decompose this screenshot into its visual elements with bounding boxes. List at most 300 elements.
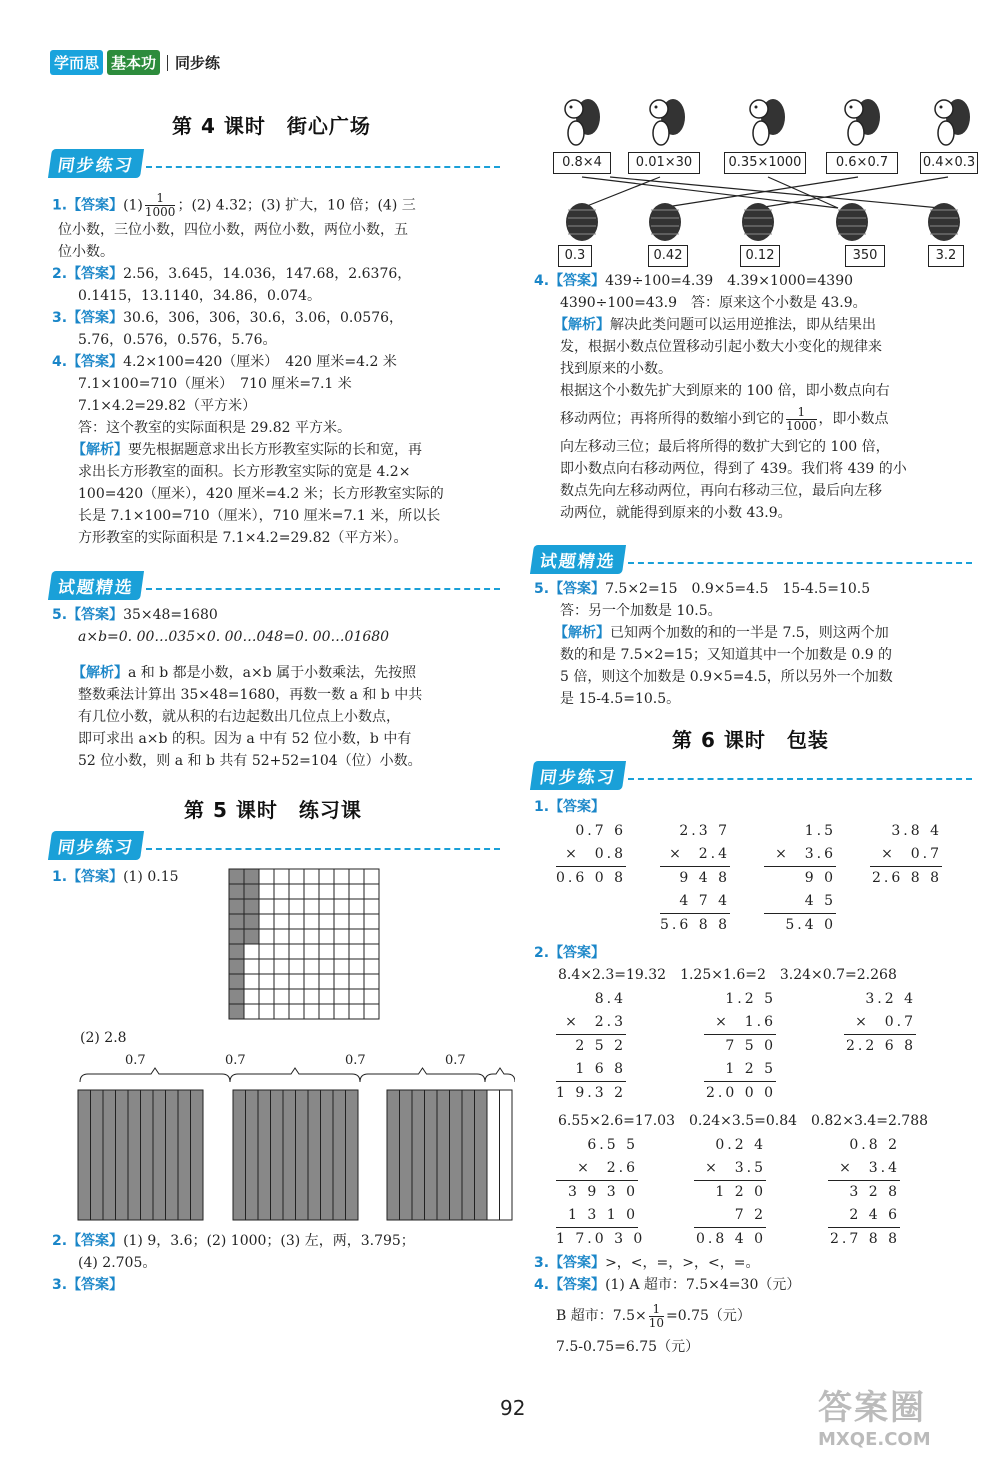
answer-text: B 超市：7.5× [556, 1308, 647, 1324]
answer-line [52, 439, 502, 461]
fraction [145, 192, 176, 219]
grid-cell [244, 944, 259, 959]
grid-cell [334, 989, 349, 1004]
grid-cell [349, 869, 364, 884]
grid-cell [334, 1004, 349, 1019]
calc-line: 0.8 4 0 [696, 1231, 766, 1247]
bar-strip [462, 1090, 475, 1220]
grid-cell [244, 929, 259, 944]
grid-cell [319, 869, 334, 884]
watermark-url: MXQE.COM [818, 1429, 931, 1450]
bar-strip [346, 1090, 359, 1220]
answer-line [52, 307, 502, 329]
answer-line [52, 866, 179, 888]
calc-line: × 2.4 [660, 843, 730, 867]
grid-cell [304, 989, 319, 1004]
banner-dash [146, 848, 500, 850]
answer-text: 35×48=1680 [123, 607, 218, 623]
question-number: 4. [534, 273, 550, 289]
brace-spacer [52, 648, 502, 662]
grid-cell [229, 959, 244, 974]
answer-text: 2.56，3.645，14.036，147.68，2.6376， [123, 266, 412, 282]
answer-line [534, 314, 984, 336]
grid-cell [289, 869, 304, 884]
calc-line: 1 2 5 [704, 1058, 776, 1082]
analysis-line: 找到原来的小数。 [560, 361, 672, 377]
analysis-line: 5 倍，则这个加数是 0.9×5=4.5，所以另外一个加数 [560, 669, 893, 685]
grid-cell [274, 974, 289, 989]
question-number: 3. [52, 310, 68, 326]
bar-strip [258, 1090, 271, 1220]
calc-line: × 3.5 [694, 1157, 766, 1181]
grid-cell [244, 989, 259, 1004]
calc-line: 2.2 6 8 [846, 1038, 916, 1054]
bar-strip [321, 1090, 334, 1220]
grid-cell [319, 974, 334, 989]
answer-text: (1) A 超市：7.5×4=30（元） [605, 1277, 801, 1293]
answer-text: >，<，=，>，<，=。 [605, 1255, 760, 1271]
match-box: 0.3 [558, 245, 592, 267]
answer-line [534, 1252, 984, 1274]
calc-line: 1 3 1 0 [556, 1204, 638, 1228]
vertical-calc [694, 1134, 766, 1251]
grid-cell [304, 884, 319, 899]
answer-line [534, 270, 984, 292]
grid-cell [319, 989, 334, 1004]
answer-text: (1) 9，3.6；(2) 1000；(3) 左，两，3.795； [123, 1233, 415, 1249]
grid-cell [349, 884, 364, 899]
grid-cell [349, 974, 364, 989]
match-box: 0.4×0.3 [920, 152, 978, 174]
grid-cell [289, 884, 304, 899]
answer-tag: 【答案】 [549, 581, 606, 597]
answer-line: 答：另一个加数是 10.5。 [560, 603, 722, 619]
vertical-calc [870, 820, 942, 890]
analysis-line: 求出长方形教室的面积。长方形教室实际的宽是 4.2× [78, 464, 411, 480]
grid-cell [229, 974, 244, 989]
calc-line: 6.5 5 [587, 1137, 638, 1153]
bar-strip [412, 1090, 425, 1220]
grid-cell [304, 869, 319, 884]
banner-label: 同步练习 [530, 761, 626, 790]
analysis-line: 动两位，就能得到原来的小数 43.9。 [560, 505, 792, 521]
answer-text: 4.2×100=420（厘米） 420 厘米=4.2 米 [123, 354, 397, 370]
grid-cell [274, 989, 289, 1004]
fraction-denominator: 10 [648, 1315, 665, 1330]
bar-strip [128, 1090, 141, 1220]
grid-cell [349, 959, 364, 974]
question-number: 1. [52, 197, 68, 214]
question-number: 5. [534, 581, 550, 597]
grid-cell [364, 869, 379, 884]
grid-cell [304, 914, 319, 929]
calc-line: 2.7 8 8 [830, 1231, 900, 1247]
calc-line: 1.2 5 [725, 991, 776, 1007]
squirrel-icon [650, 99, 685, 145]
grid-cell [244, 884, 259, 899]
grid-cell [229, 914, 244, 929]
grid-cell [274, 944, 289, 959]
pinecone-icon [566, 203, 598, 241]
match-box: 350 [845, 245, 885, 267]
calc-line: 3.8 4 [891, 823, 942, 839]
vertical-calc [556, 820, 626, 890]
grid-cell [259, 959, 274, 974]
answer-tag: 【答案】 [549, 1277, 606, 1293]
grid-cell [334, 869, 349, 884]
brace-label: 0.7 [225, 1053, 246, 1068]
analysis-text: ，即小数点 [818, 411, 889, 427]
lesson4-select-answers [52, 604, 502, 772]
grid-cell [334, 974, 349, 989]
calc-line: 5.4 0 [785, 917, 836, 933]
calc-line: 1 7.0 3 0 [556, 1231, 646, 1247]
bar-strip [178, 1090, 191, 1220]
calc-line: 0.8 2 [849, 1137, 900, 1153]
bar-strip [333, 1090, 346, 1220]
squirrel-icon [565, 99, 600, 145]
banner-sync-practice-3 [532, 762, 972, 788]
bar-strip [487, 1090, 500, 1220]
match-box: 0.42 [648, 245, 688, 267]
question-number: 4. [534, 1277, 550, 1293]
answer-line [52, 351, 502, 373]
answer-line [52, 1230, 502, 1252]
answer-tag: 【答案】 [549, 945, 606, 961]
banner-dash [628, 562, 972, 564]
match-box: 0.12 [740, 245, 780, 267]
fraction [649, 1303, 664, 1330]
grid-cell [304, 1004, 319, 1019]
match-box: 0.01×30 [628, 152, 700, 174]
brand-name-2: 基本功 [107, 50, 160, 75]
grid-cell [244, 959, 259, 974]
answer-text: =0.75（元） [666, 1308, 751, 1324]
calc-line: 1 9.3 2 [556, 1085, 626, 1101]
decimal-bars [75, 1050, 515, 1225]
watermark [818, 1380, 988, 1450]
bar-strip [246, 1090, 259, 1220]
analysis-line: 52 位小数，则 a 和 b 共有 52+52=104（位）小数。 [78, 753, 422, 769]
calc-line: 1 2 0 [715, 1184, 766, 1200]
grid-cell [319, 929, 334, 944]
bar-strip [153, 1090, 166, 1220]
lesson4-q4-right [534, 270, 984, 524]
answer-line: 位小数，三位小数，四位小数，两位小数，两位小数，五 [58, 222, 408, 238]
bar-strip [387, 1090, 400, 1220]
answer-line [52, 1274, 502, 1296]
grid-cell [259, 884, 274, 899]
bar-strip [283, 1090, 296, 1220]
grid-cell [259, 974, 274, 989]
answer-tag: 【答案】 [67, 1233, 124, 1249]
grid-cell [334, 959, 349, 974]
calc-line: 9 4 8 [679, 870, 730, 886]
grid-cell [334, 899, 349, 914]
bar-strip [166, 1090, 179, 1220]
grid-cell [229, 899, 244, 914]
answer-text: 30.6，306，306，30.6，3.06，0.0576， [123, 310, 404, 326]
answer-line [52, 662, 502, 684]
vertical-calc [844, 988, 916, 1058]
grid-cell [334, 929, 349, 944]
analysis-line: 有几位小数，就从积的右边起数出几位点上小数点， [78, 709, 400, 725]
analysis-tag: 【解析】 [72, 442, 128, 458]
match-box: 0.8×4 [553, 152, 611, 174]
answer-line [52, 263, 502, 285]
answer-tag: 【答案】 [67, 197, 124, 214]
answer-tag: 【答案】 [67, 1277, 124, 1293]
bar-strip [233, 1090, 246, 1220]
squirrel-row [540, 95, 980, 150]
match-box: 3.2 [928, 245, 964, 267]
bar-strip [191, 1090, 204, 1220]
calc-line: × 3.4 [828, 1157, 900, 1181]
banner-sync-practice-1 [50, 150, 500, 176]
banner-label: 试题精选 [530, 545, 626, 574]
brace-label: 0.7 [445, 1053, 466, 1068]
question-number: 5. [52, 607, 68, 623]
grid-cell [274, 929, 289, 944]
grid-cell [289, 929, 304, 944]
brace [230, 1068, 360, 1082]
vertical-calc [660, 820, 730, 937]
grid-cell [229, 884, 244, 899]
grid-cell [304, 929, 319, 944]
calc-line: 1.5 [804, 823, 836, 839]
squirrel-icon [750, 99, 785, 145]
grid-cell [364, 929, 379, 944]
analysis-line: 向左移动三位；最后将所得的数扩大到它的 100 倍， [560, 439, 890, 455]
watermark-text: 答案圈 [818, 1388, 926, 1428]
analysis-text: 已知两个加数的和的一半是 7.5，则这两个加 [610, 625, 889, 641]
calc-line: 2 5 2 [575, 1038, 626, 1054]
grid-cell [259, 914, 274, 929]
answer-line [534, 578, 984, 600]
lesson-5-title: 第 5 课时 练习课 [184, 798, 362, 822]
brace-label: 0.7 [345, 1053, 366, 1068]
calc-line: 4 5 [764, 890, 836, 914]
bar-strip [425, 1090, 438, 1220]
bar-strip [296, 1090, 309, 1220]
fraction-numerator: 1 [145, 192, 176, 206]
bar-strip [308, 1090, 321, 1220]
banner-dash [628, 778, 972, 780]
lesson6-q3-4 [534, 1252, 984, 1358]
pinecone-row [540, 200, 980, 245]
grid-cell [289, 959, 304, 974]
calc-line: 1 6 8 [556, 1058, 626, 1082]
answer-tag: 【答案】 [67, 310, 124, 326]
calc-line: × 0.8 [556, 843, 626, 867]
answer-line: 答：这个教室的实际面积是 29.82 平方米。 [78, 420, 351, 436]
fraction-numerator: 1 [786, 406, 817, 420]
answer-line [534, 622, 984, 644]
bar-strip [450, 1090, 463, 1220]
grid-cell [289, 989, 304, 1004]
answer-line [52, 192, 502, 219]
answer-tag: 【答案】 [67, 607, 124, 623]
grid-cell [319, 1004, 334, 1019]
grid-cell [334, 914, 349, 929]
brand-name-3: 同步练 [175, 54, 221, 72]
calc-line: 2.3 7 [679, 823, 730, 839]
calc-line: 3 2 8 [849, 1184, 900, 1200]
calc-line: 9 0 [804, 870, 836, 886]
calc-line: × 3.6 [764, 843, 836, 867]
brace [360, 1068, 485, 1082]
fraction-denominator: 1000 [786, 418, 817, 433]
grid-cell [244, 869, 259, 884]
lesson4-sync-answers [52, 192, 502, 549]
analysis-tag: 【解析】 [554, 625, 610, 641]
bar-strip [91, 1090, 104, 1220]
question-number: 1. [52, 869, 68, 885]
question-number: 2. [52, 1233, 68, 1249]
banner-select-2 [532, 546, 972, 572]
calc-line: × 2.3 [556, 1011, 626, 1035]
analysis-line: 100=420（厘米），420 厘米=4.2 米；长方形教室实际的 [78, 486, 444, 502]
grid-cell [244, 899, 259, 914]
calc-line: × 0.7 [870, 843, 942, 867]
grid-cell [289, 1004, 304, 1019]
grid-cell [259, 869, 274, 884]
question-number: 2. [52, 266, 68, 282]
question-number: 1. [534, 799, 550, 815]
banner-dash [146, 588, 500, 590]
answer-line: 5.76，0.576，0.576，5.76。 [78, 332, 277, 348]
analysis-line: 即小数点向右移动两位，得到了 439。我们将 439 的小 [560, 461, 907, 477]
match-box: 0.35×1000 [724, 152, 806, 174]
grid-cell [364, 959, 379, 974]
pinecone-icon [649, 203, 681, 241]
banner-label: 试题精选 [48, 571, 144, 600]
calc-line: 2 4 6 [828, 1204, 900, 1228]
grid-cell [319, 944, 334, 959]
answer-tag: 【答案】 [67, 266, 124, 282]
grid-cell [229, 869, 244, 884]
analysis-line: 数的和是 7.5×2=15；又知道其中一个加数是 0.9 的 [560, 647, 893, 663]
page-number: 92 [500, 1396, 526, 1420]
squirrel-icon [845, 99, 880, 145]
bar-strip [500, 1090, 513, 1220]
lesson-4-title: 第 4 课时 街心广场 [172, 114, 371, 138]
bar-strip [271, 1090, 284, 1220]
grid-cell [364, 914, 379, 929]
lesson-6-title: 第 6 课时 包装 [672, 728, 829, 752]
answer-text: (1) [123, 197, 143, 214]
grid-cell [349, 944, 364, 959]
grid-cell [259, 989, 274, 1004]
answer-line: 位小数。 [58, 244, 114, 260]
answer-line: 8.4×2.3=19.32 1.25×1.6=2 3.24×0.7=2.268 [558, 967, 897, 983]
calc-line: 4 7 4 [660, 890, 730, 914]
answer-line [534, 942, 605, 964]
analysis-line: 方形教室的实际面积是 7.1×4.2=29.82（平方米）。 [78, 530, 408, 546]
bar-strip [437, 1090, 450, 1220]
bar-strip [116, 1090, 129, 1220]
grid-cell [364, 884, 379, 899]
grid-cell [334, 944, 349, 959]
calc-line: 3.2 4 [865, 991, 916, 1007]
question-number: 3. [534, 1255, 550, 1271]
fraction [786, 406, 817, 433]
bar-strip [475, 1090, 488, 1220]
brand-name-1: 学而思 [50, 50, 103, 75]
calc-line: 5.6 8 8 [660, 917, 730, 933]
banner-dash [146, 166, 500, 168]
analysis-line: 长是 7.1×100=710（厘米），710 厘米=7.1 米，所以长 [78, 508, 441, 524]
grid-cell [364, 944, 379, 959]
pinecone-icon [836, 203, 868, 241]
answer-text: 7.5×2=15 0.9×5=4.5 15-4.5=10.5 [605, 581, 871, 597]
grid-cell [364, 899, 379, 914]
answer-line: 7.5-0.75=6.75（元） [556, 1339, 700, 1355]
grid-cell [259, 1004, 274, 1019]
grid-cell [304, 959, 319, 974]
pinecone-icon [928, 203, 960, 241]
answer-line: 7.1×4.2=29.82（平方米） [78, 398, 257, 414]
brace [485, 1068, 515, 1082]
analysis-line [534, 402, 984, 436]
grid-cell [364, 974, 379, 989]
grid-cell [289, 974, 304, 989]
vertical-calc [704, 988, 776, 1105]
grid-cell [244, 974, 259, 989]
question-number: 3. [52, 1277, 68, 1293]
grid-cell [334, 884, 349, 899]
grid-cell [289, 899, 304, 914]
calc-line: 3 9 3 0 [568, 1184, 638, 1200]
grid-cell [364, 1004, 379, 1019]
answer-line: (4) 2.705。 [78, 1255, 157, 1271]
calc-line: × 2.6 [556, 1157, 638, 1181]
grid-cell [349, 1004, 364, 1019]
grid-cell [274, 959, 289, 974]
bar-strip [103, 1090, 116, 1220]
squirrel-icon [935, 99, 970, 145]
calc-line: 2.0 0 0 [706, 1085, 776, 1101]
grid-cell [289, 914, 304, 929]
answer-tag: 【答案】 [549, 273, 606, 289]
calc-line: 0.2 4 [715, 1137, 766, 1153]
vertical-calc [556, 1134, 646, 1251]
analysis-tag: 【解析】 [554, 317, 610, 333]
answer-line: 7.1×100=710（厘米） 710 厘米=7.1 米 [78, 376, 352, 392]
answer-line [52, 604, 502, 626]
brand-divider [167, 55, 168, 71]
calc-line: 7 5 0 [725, 1038, 776, 1054]
banner-label: 同步练习 [48, 831, 144, 860]
grid-cell [229, 944, 244, 959]
answer-line: (2) 2.8 [80, 1030, 127, 1046]
grid-cell [319, 914, 334, 929]
answer-tag: 【答案】 [67, 869, 124, 885]
grid-cell [229, 929, 244, 944]
grid-cell [229, 989, 244, 1004]
brand-header [50, 50, 220, 75]
brace-label: 0.7 [125, 1053, 146, 1068]
grid-cell [274, 869, 289, 884]
answer-tag: 【答案】 [67, 354, 124, 370]
analysis-text: 解决此类问题可以运用逆推法，即从结果出 [610, 317, 876, 333]
bar-strip [78, 1090, 91, 1220]
answer-line: 4390÷100=43.9 答：原来这个小数是 43.9。 [560, 295, 867, 311]
grid-cell [259, 944, 274, 959]
grid-cell [304, 974, 319, 989]
grid-cell [304, 899, 319, 914]
analysis-text: 要先根据题意求出长方形教室实际的长和宽，再 [128, 442, 422, 458]
